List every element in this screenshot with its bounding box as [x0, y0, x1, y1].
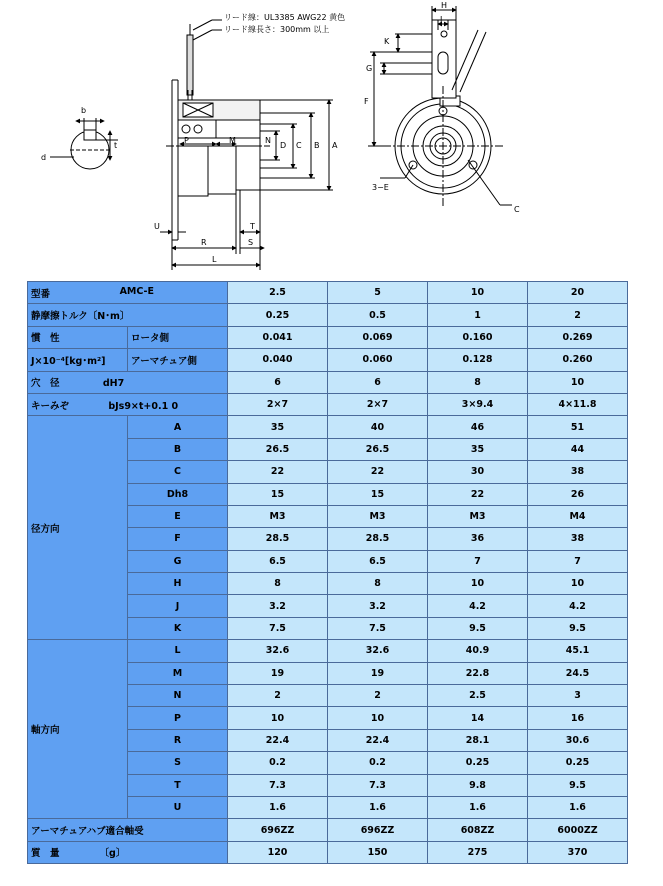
label-C-front: C	[514, 205, 520, 214]
dimension-key: Dh8	[128, 483, 228, 505]
side-section-view	[160, 80, 333, 270]
dimension-value: 45.1	[528, 640, 628, 662]
dimension-value: 15	[228, 483, 328, 505]
bore-label-cell	[28, 371, 228, 393]
dimension-value: 15	[328, 483, 428, 505]
dimension-value: 36	[428, 528, 528, 550]
dimension-key: C	[128, 461, 228, 483]
bore-value: 6	[228, 371, 328, 393]
keyway-value: 2×7	[228, 393, 328, 415]
bore-row	[28, 371, 628, 393]
dimension-value: 7	[528, 550, 628, 572]
bore-value: 6	[328, 371, 428, 393]
dimension-value: 26.5	[328, 438, 428, 460]
bore-value: 10	[528, 371, 628, 393]
dimension-key: S	[128, 752, 228, 774]
dimension-value: 22	[228, 461, 328, 483]
wire-length-text: リード線長さ：300mm 以上	[224, 25, 330, 34]
label-J: J	[440, 15, 443, 24]
inertia-armature-value: 0.128	[428, 349, 528, 371]
label-P: P	[184, 136, 189, 145]
dimension-key: F	[128, 528, 228, 550]
dimension-key: H	[128, 573, 228, 595]
dimension-key: A	[128, 416, 228, 438]
mass-value: 150	[328, 841, 428, 863]
dimension-key: G	[128, 550, 228, 572]
inertia-label-bottom: J×10⁻⁴[kg･m²]	[28, 349, 128, 371]
inertia-rotor-value: 0.160	[428, 326, 528, 348]
size-cell: 20	[528, 282, 628, 304]
torque-value: 2	[528, 304, 628, 326]
header-cell	[28, 282, 228, 304]
inertia-rotor-value: 0.069	[328, 326, 428, 348]
dimension-value: 6.5	[328, 550, 428, 572]
size-cell: 2.5	[228, 282, 328, 304]
bearing-value: 696ZZ	[228, 819, 328, 841]
dimension-value: 30.6	[528, 729, 628, 751]
label-M: M	[229, 136, 236, 145]
dimension-value: 3.2	[328, 595, 428, 617]
bearing-row	[28, 819, 628, 841]
label-R: R	[201, 238, 207, 247]
dimension-value: 7.5	[328, 617, 428, 639]
bearing-value: 6000ZZ	[528, 819, 628, 841]
dimension-value: 19	[228, 662, 328, 684]
dimension-value: M3	[428, 505, 528, 527]
dimension-value: 16	[528, 707, 628, 729]
label-B: B	[314, 141, 320, 150]
dimension-value: 22	[328, 461, 428, 483]
radial-row	[28, 416, 628, 438]
dimension-value: M3	[228, 505, 328, 527]
dimension-key: E	[128, 505, 228, 527]
keyway-row	[28, 393, 628, 415]
axial-row	[28, 640, 628, 662]
inertia-label-top: 慣 性	[28, 326, 128, 348]
dimension-value: 1.6	[228, 796, 328, 818]
dimension-value: 0.25	[428, 752, 528, 774]
dimension-value: 8	[228, 573, 328, 595]
torque-value: 1	[428, 304, 528, 326]
radial-group-label: 径方向	[28, 416, 128, 640]
dimension-value: 1.6	[528, 796, 628, 818]
dimension-key: K	[128, 617, 228, 639]
spec-table	[27, 281, 628, 864]
dimension-value: 3	[528, 685, 628, 707]
keyway-label: キーみぞ	[31, 400, 70, 412]
dimension-value: 2	[328, 685, 428, 707]
torque-value: 0.5	[328, 304, 428, 326]
dimension-key: P	[128, 707, 228, 729]
bearing-value: 696ZZ	[328, 819, 428, 841]
bearing-value: 608ZZ	[428, 819, 528, 841]
dimension-value: 22.4	[328, 729, 428, 751]
dimension-value: M4	[528, 505, 628, 527]
mass-value: 275	[428, 841, 528, 863]
bore-value: 8	[428, 371, 528, 393]
dimension-value: 2.5	[428, 685, 528, 707]
mass-label: 質 量	[31, 848, 60, 860]
dimension-value: 6.5	[228, 550, 328, 572]
dimension-key: J	[128, 595, 228, 617]
dimension-value: 28.5	[328, 528, 428, 550]
header-row	[28, 282, 628, 304]
inertia-armature-value: 0.060	[328, 349, 428, 371]
mass-label-cell	[28, 841, 228, 863]
inertia-armature-value: 0.260	[528, 349, 628, 371]
dimension-value: 4.2	[528, 595, 628, 617]
dimension-value: 28.1	[428, 729, 528, 751]
bore-symbol: dH7	[102, 378, 125, 390]
label-U: U	[154, 222, 160, 231]
dimension-key: M	[128, 662, 228, 684]
bore-label: 穴 径	[31, 378, 60, 390]
dimension-value: 46	[428, 416, 528, 438]
keyway-value: 3×9.4	[428, 393, 528, 415]
dimension-value: 28.5	[228, 528, 328, 550]
dimension-value: 9.8	[428, 774, 528, 796]
bearing-label: アーマチュアハブ適合軸受	[28, 819, 228, 841]
wire-spec-text: リード線：UL3385 AWG22 黄色	[224, 13, 346, 22]
torque-label: 静摩擦トルク〔N･m〕	[28, 304, 228, 326]
keyway-value: 2×7	[328, 393, 428, 415]
inertia-armature-label: アーマチュア側	[128, 349, 228, 371]
dimension-value: 9.5	[528, 774, 628, 796]
label-d: d	[41, 153, 47, 162]
dimension-value: 51	[528, 416, 628, 438]
dimension-value: 38	[528, 461, 628, 483]
header-label: 型番	[31, 288, 51, 300]
dimension-value: 40.9	[428, 640, 528, 662]
dimension-value: 7	[428, 550, 528, 572]
dimension-key: R	[128, 729, 228, 751]
technical-drawing	[0, 0, 663, 281]
dimension-value: 30	[428, 461, 528, 483]
dimension-key: L	[128, 640, 228, 662]
label-E: 3−E	[372, 183, 389, 192]
dimension-value: 7.5	[228, 617, 328, 639]
dimension-value: 10	[228, 707, 328, 729]
dimension-key: B	[128, 438, 228, 460]
label-t: t	[114, 141, 118, 150]
dimension-value: 7.3	[228, 774, 328, 796]
mass-row	[28, 841, 628, 863]
spec-table-body	[28, 282, 628, 864]
dimension-value: 26	[528, 483, 628, 505]
dimension-value: 38	[528, 528, 628, 550]
axial-group-label: 軸方向	[28, 640, 128, 819]
dimension-value: 0.2	[228, 752, 328, 774]
dimension-value: 32.6	[328, 640, 428, 662]
dimension-value: M3	[328, 505, 428, 527]
dimension-value: 14	[428, 707, 528, 729]
dimension-value: 3.2	[228, 595, 328, 617]
dimension-value: 7.3	[328, 774, 428, 796]
dimension-key: U	[128, 796, 228, 818]
size-cell: 5	[328, 282, 428, 304]
inertia-rotor-value: 0.269	[528, 326, 628, 348]
dimension-value: 35	[428, 438, 528, 460]
size-cell: 10	[428, 282, 528, 304]
dimension-value: 22.8	[428, 662, 528, 684]
label-D: D	[280, 141, 287, 150]
mass-value: 120	[228, 841, 328, 863]
dimension-value: 9.5	[528, 617, 628, 639]
label-K: K	[384, 37, 390, 46]
dimension-value: 22.4	[228, 729, 328, 751]
label-G: G	[366, 64, 373, 73]
front-view	[368, 6, 512, 206]
torque-row	[28, 304, 628, 326]
label-T: T	[250, 222, 255, 231]
inertia-armature-value: 0.040	[228, 349, 328, 371]
dimension-value: 22	[428, 483, 528, 505]
keyway-value: 4×11.8	[528, 393, 628, 415]
inertia-rotor-value: 0.041	[228, 326, 328, 348]
dimension-value: 32.6	[228, 640, 328, 662]
dimension-value: 19	[328, 662, 428, 684]
dimension-value: 2	[228, 685, 328, 707]
keyway-detail	[50, 118, 118, 169]
label-N: N	[265, 136, 271, 145]
dimension-value: 10	[528, 573, 628, 595]
dimension-value: 26.5	[228, 438, 328, 460]
header-model: AMC-E	[119, 285, 154, 297]
dimension-value: 44	[528, 438, 628, 460]
dimension-value: 1.6	[428, 796, 528, 818]
dimension-value: 8	[328, 573, 428, 595]
dimension-value: 0.25	[528, 752, 628, 774]
label-C-side: C	[296, 141, 302, 150]
label-F: F	[364, 97, 369, 106]
inertia-rotor-label: ロータ側	[128, 326, 228, 348]
dimension-value: 24.5	[528, 662, 628, 684]
mass-value: 370	[528, 841, 628, 863]
dimension-key: T	[128, 774, 228, 796]
torque-value: 0.25	[228, 304, 328, 326]
dimension-value: 0.2	[328, 752, 428, 774]
dimension-value: 1.6	[328, 796, 428, 818]
mass-unit: 〔g〕	[99, 848, 126, 860]
dimension-value: 10	[428, 573, 528, 595]
label-A: A	[332, 141, 338, 150]
label-L: L	[212, 255, 217, 264]
dimension-key: N	[128, 685, 228, 707]
label-b: b	[81, 106, 87, 115]
lead-wire	[187, 20, 222, 100]
keyway-label-cell	[28, 393, 228, 415]
label-H: H	[441, 1, 448, 10]
dimension-value: 35	[228, 416, 328, 438]
label-S: S	[248, 238, 254, 247]
dimension-value: 10	[328, 707, 428, 729]
dimension-value: 9.5	[428, 617, 528, 639]
dimension-value: 4.2	[428, 595, 528, 617]
keyway-symbol: bJs9×t+0.1 0	[108, 400, 179, 412]
dimension-value: 40	[328, 416, 428, 438]
inertia-rotor-row	[28, 326, 628, 348]
inertia-armature-row	[28, 349, 628, 371]
